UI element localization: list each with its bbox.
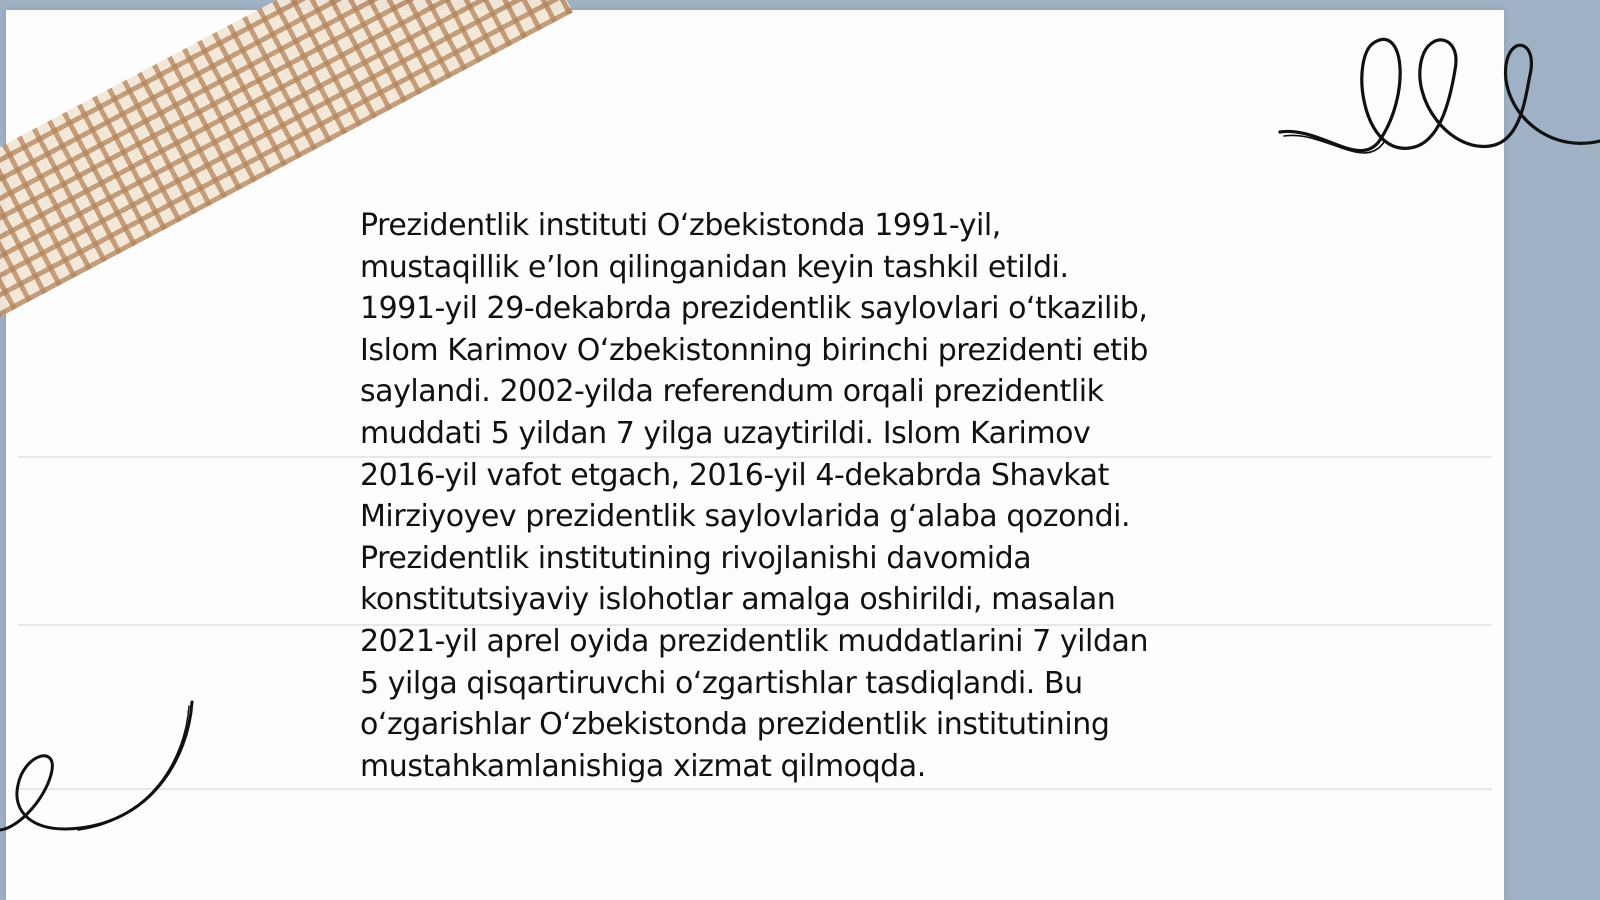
paragraph-line: 2021-yil aprel oyida prezidentlik muddatlarini 7 yildan xyxy=(360,623,1149,659)
paragraph-line: Prezidentlik instituti O‘zbekistonda 1991-yil, xyxy=(360,208,1001,243)
swirl-scribble-decoration xyxy=(0,700,200,850)
paragraph-line: Prezidentlik institutining rivojlanishi davomida xyxy=(360,540,1032,576)
paragraph-line: mustahkamlanishiga xizmat qilmoqda. xyxy=(360,748,926,784)
paragraph-line: Mirziyoyev prezidentlik saylovlarida g‘alaba qozondi. xyxy=(360,499,1131,535)
body-paragraph xyxy=(360,205,1260,787)
paragraph-line: 2016-yil vafot etgach, 2016-yil 4-dekabrda Shavkat xyxy=(360,457,1109,493)
paragraph-line: muddati 5 yildan 7 yilga uzaytirildi. Islom Karimov xyxy=(360,415,1091,451)
paragraph-line: 1991-yil 29-dekabrda prezidentlik saylovlari o‘tkazilib, xyxy=(360,291,1148,327)
paragraph-line: o‘zgarishlar O‘zbekistonda prezidentlik institutining xyxy=(360,707,1110,743)
loop-scribble-decoration xyxy=(1280,30,1600,160)
ruled-line xyxy=(18,788,1492,790)
paragraph-line: mustaqillik e’lon qilinganidan keyin tashkil etildi. xyxy=(360,249,1069,285)
paragraph-line: konstitutsiyaviy islohotlar amalga oshirildi, masalan xyxy=(360,582,1116,618)
paragraph-line: saylandi. 2002-yilda referendum orqali prezidentlik xyxy=(360,374,1104,410)
paragraph-line: Islom Karimov O‘zbekistonning birinchi prezidenti etib xyxy=(360,332,1148,368)
paragraph-line: 5 yilga qisqartiruvchi o‘zgartishlar tasdiqlandi. Bu xyxy=(360,665,1083,701)
